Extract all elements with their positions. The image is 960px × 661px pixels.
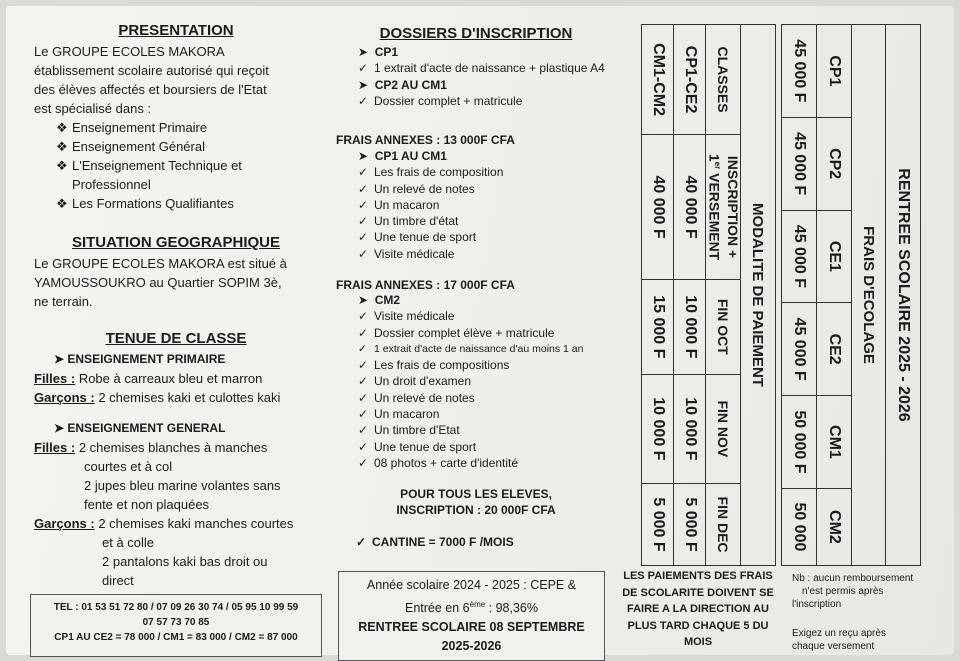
list-item: ✓ 1 extrait d'acte de naissance + plastique A4 bbox=[358, 61, 605, 76]
frais2-title: FRAIS ANNEXES : 17 000F CFA bbox=[336, 278, 515, 292]
list-item: ❖ L'Enseignement Technique et bbox=[56, 158, 242, 173]
tenue-line: Filles : 2 chemises blanches à manches bbox=[34, 440, 268, 455]
check-icon: ✓ bbox=[358, 325, 369, 340]
note-line: Exigez un reçu après bbox=[792, 628, 886, 639]
amount-cm2: 50 000 bbox=[782, 488, 817, 565]
list-item: ✓ Un timbre d'Etat bbox=[358, 423, 460, 438]
row-oct: 10 000 F bbox=[674, 280, 706, 375]
dossier-level: ➤ CM2 bbox=[358, 293, 401, 307]
presentation-line: établissement scolaire autorisé qui reçoit bbox=[34, 63, 269, 78]
list-item: ✓ Dossier complet + matricule bbox=[358, 93, 523, 108]
ecolage-table-wrap bbox=[781, 24, 921, 566]
note-line: PLUS TARD CHAQUE 5 DU bbox=[627, 619, 769, 632]
annee-box bbox=[338, 571, 605, 661]
cantine: ✓ CANTINE = 7000 F /MOIS bbox=[356, 535, 514, 549]
dossier-level: ➤ CP1 AU CM1 bbox=[358, 149, 447, 163]
annee-line: Année scolaire 2024 - 2025 : CEPE & bbox=[366, 578, 577, 592]
presentation-text bbox=[34, 42, 334, 213]
list-item: ✓ Un droit d'examen bbox=[358, 374, 472, 389]
class-cp2: CP2 bbox=[817, 117, 852, 210]
row-nov: 10 000 F bbox=[642, 374, 674, 483]
check-icon: ✓ bbox=[356, 535, 367, 549]
check-icon: ✓ bbox=[358, 342, 367, 355]
note-line: n'est permis après bbox=[802, 586, 884, 597]
contact-box bbox=[30, 594, 322, 657]
frais1-list bbox=[358, 148, 618, 262]
row-dec: 5 000 F bbox=[642, 484, 674, 566]
check-icon: ✓ bbox=[358, 165, 369, 180]
row-nov: 10 000 F bbox=[674, 374, 706, 483]
amount-ce1: 45 000 F bbox=[782, 210, 817, 303]
tenue-line: direct bbox=[102, 573, 134, 588]
annee-line: 2025-2026 bbox=[441, 639, 502, 654]
diamond-bullet-icon: ❖ bbox=[56, 120, 68, 135]
tenue-primaire: ➤ ENSEIGNEMENT PRIMAIRE bbox=[54, 352, 226, 366]
table-row bbox=[642, 25, 674, 566]
note-line: DE SCOLARITE DOIVENT SE bbox=[622, 586, 774, 599]
class-ce1: CE1 bbox=[817, 210, 852, 303]
header-inscription: INSCRIPTION + 1er VERSEMENT bbox=[706, 135, 741, 280]
note-line: LES PAIEMENTS DES FRAIS bbox=[623, 570, 773, 582]
tenue-line: Filles : Robe à carreaux bleu et marron bbox=[34, 371, 263, 386]
annee-line: RENTREE SCOLAIRE 08 SEPTEMBRE bbox=[358, 620, 585, 635]
tenue-line: courtes et à col bbox=[84, 459, 173, 474]
contact-prices: CP1 AU CE2 = 78 000 / CM1 = 83 000 / CM2 = 87 000 bbox=[54, 632, 298, 643]
frais1-title: FRAIS ANNEXES : 13 000F CFA bbox=[336, 133, 515, 147]
row-dec: 5 000 F bbox=[674, 484, 706, 566]
tenue-title: TENUE DE CLASSE bbox=[105, 330, 247, 347]
inscription-all bbox=[346, 486, 606, 519]
header-classes: CLASSES bbox=[706, 25, 741, 135]
dossiers-title: DOSSIERS D'INSCRIPTION bbox=[379, 25, 573, 42]
geo-line: YAMOUSSOUKRO au Quartier SOPIM 3è, bbox=[34, 275, 282, 290]
check-icon: ✓ bbox=[358, 214, 369, 229]
list-item: ✓ Les frais de compositions bbox=[358, 358, 510, 373]
list-item: ✓ Un macaron bbox=[358, 407, 440, 422]
check-icon: ✓ bbox=[358, 181, 369, 196]
amount-cp2: 45 000 F bbox=[782, 117, 817, 210]
presentation-title: PRESENTATION bbox=[118, 22, 234, 39]
nb-note bbox=[792, 572, 932, 653]
presentation-line: est spécialisé dans : bbox=[34, 101, 152, 116]
list-item: ❖ Enseignement Général bbox=[56, 139, 205, 154]
check-icon: ✓ bbox=[358, 61, 369, 76]
row-oct: 15 000 F bbox=[642, 280, 674, 375]
amount-cp1: 45 000 F bbox=[782, 25, 817, 118]
check-icon: ✓ bbox=[358, 93, 369, 108]
amount-cm1: 50 000 F bbox=[782, 396, 817, 489]
tenue-line: Garçons : 2 chemises kaki et culottes kaki bbox=[34, 390, 281, 405]
list-item: ✓ Un macaron bbox=[358, 197, 440, 212]
modalite-title: MODALITE DE PAIEMENT bbox=[741, 25, 776, 566]
table-row bbox=[782, 25, 817, 566]
row-ins: 40 000 F bbox=[642, 135, 674, 280]
check-icon: ✓ bbox=[358, 455, 369, 470]
tenue-line: fente et non plaquées bbox=[84, 497, 210, 512]
check-icon: ✓ bbox=[358, 390, 369, 405]
contact-phones: TEL : 01 53 51 72 80 / 07 09 26 30 74 / 05 95 10 99 59 bbox=[53, 602, 299, 613]
table-row bbox=[817, 25, 852, 566]
geo-line: Le GROUPE ECOLES MAKORA est situé à bbox=[34, 256, 287, 271]
diamond-bullet-icon: ❖ bbox=[56, 139, 68, 154]
note-line: MOIS bbox=[683, 636, 713, 648]
list-item: Professionnel bbox=[72, 177, 151, 192]
ecolage-table bbox=[781, 24, 921, 566]
tenue-line: 2 jupes bleu marine volantes sans bbox=[84, 478, 281, 493]
arrow-icon: ➤ bbox=[358, 77, 375, 92]
inscription-line: POUR TOUS LES ELEVES, bbox=[400, 487, 552, 501]
check-icon: ✓ bbox=[358, 197, 369, 212]
amount-ce2: 45 000 F bbox=[782, 303, 817, 396]
arrow-icon: ➤ bbox=[358, 45, 375, 59]
dossier-level: ➤ CP2 AU CM1 bbox=[358, 77, 447, 92]
contact-phones: 07 57 73 70 85 bbox=[142, 617, 210, 628]
list-item: ✓ Dossier complet élève + matricule bbox=[358, 325, 555, 340]
list-item: ✓ Un relevé de notes bbox=[358, 181, 475, 196]
list-item: ✓ Visite médicale bbox=[358, 309, 455, 324]
paiement-note bbox=[618, 568, 778, 651]
header-fin-oct: FIN OCT bbox=[706, 280, 741, 375]
row-classe: CM1-CM2 bbox=[642, 25, 674, 135]
class-ce2: CE2 bbox=[817, 303, 852, 396]
row-classe: CP1-CE2 bbox=[674, 25, 706, 135]
row-ins: 40 000 F bbox=[674, 135, 706, 280]
class-cp1: CP1 bbox=[817, 25, 852, 118]
list-item: ✓ 1 extrait d'acte de naissance d'au moins 1 an bbox=[358, 341, 628, 357]
check-icon: ✓ bbox=[358, 309, 369, 324]
check-icon: ✓ bbox=[358, 246, 369, 261]
ecolage-title: RENTREE SCOLAIRE 2025 - 2026 bbox=[886, 25, 921, 566]
header-fin-dec: FIN DEC bbox=[706, 484, 741, 566]
table-row bbox=[674, 25, 706, 566]
modalite-table-wrap bbox=[641, 24, 776, 566]
note-line: l'inscription bbox=[792, 599, 842, 610]
list-item: ✓ Un timbre d'état bbox=[358, 214, 459, 229]
check-icon: ✓ bbox=[358, 423, 369, 438]
note-line: chaque versement bbox=[792, 641, 875, 652]
geo-text bbox=[34, 254, 334, 311]
check-icon: ✓ bbox=[358, 230, 369, 245]
presentation-list bbox=[34, 118, 334, 213]
tenue-text bbox=[34, 350, 334, 590]
arrow-icon: ➤ bbox=[358, 293, 375, 307]
list-item: ✓ Visite médicale bbox=[358, 246, 455, 261]
list-item: ✓ Les frais de composition bbox=[358, 165, 504, 180]
list-item: ✓ 08 photos + carte d'identité bbox=[358, 455, 519, 470]
inscription-line: INSCRIPTION : 20 000F CFA bbox=[396, 503, 556, 518]
geo-line: ne terrain. bbox=[34, 294, 93, 309]
presentation-line: des élèves affectés et boursiers de l'Etat bbox=[34, 82, 267, 97]
tenue-line: 2 pantalons kaki bas droit ou bbox=[102, 554, 268, 569]
list-item: ❖ Enseignement Primaire bbox=[56, 120, 208, 135]
note-line: Nb : aucun remboursement bbox=[792, 573, 914, 584]
list-item: ❖ Les Formations Qualifiantes bbox=[56, 196, 234, 211]
diamond-bullet-icon: ❖ bbox=[56, 196, 68, 211]
list-item: ✓ Une tenue de sport bbox=[358, 439, 477, 454]
check-icon: ✓ bbox=[358, 439, 369, 454]
header-fin-nov: FIN NOV bbox=[706, 374, 741, 483]
class-cm2: CM2 bbox=[817, 488, 852, 565]
tenue-line: et à colle bbox=[102, 535, 155, 550]
class-cm1: CM1 bbox=[817, 396, 852, 489]
arrow-icon: ➤ bbox=[54, 352, 68, 366]
note-line: FAIRE A LA DIRECTION AU bbox=[627, 603, 769, 615]
tenue-line: Garçons : 2 chemises kaki manches courtes bbox=[34, 516, 294, 531]
diamond-bullet-icon: ❖ bbox=[56, 158, 68, 173]
check-icon: ✓ bbox=[358, 407, 369, 422]
frais2-list bbox=[358, 292, 628, 471]
list-item: ✓ Un relevé de notes bbox=[358, 390, 475, 405]
list-item: ✓ Une tenue de sport bbox=[358, 230, 477, 245]
annee-line: Entrée en 6ème : 98,36% bbox=[404, 600, 539, 616]
geo-title: SITUATION GEOGRAPHIQUE bbox=[71, 234, 281, 251]
modalite-table bbox=[641, 24, 776, 566]
tenue-general: ➤ ENSEIGNEMENT GENERAL bbox=[54, 421, 226, 435]
check-icon: ✓ bbox=[358, 374, 369, 389]
arrow-icon: ➤ bbox=[358, 149, 375, 163]
dossiers-list bbox=[358, 44, 618, 109]
flyer-sheet bbox=[6, 6, 954, 655]
dossier-level: ➤ CP1 bbox=[358, 45, 399, 59]
arrow-icon: ➤ bbox=[54, 421, 68, 435]
presentation-line: Le GROUPE ECOLES MAKORA bbox=[34, 44, 225, 59]
check-icon: ✓ bbox=[358, 358, 369, 373]
ecolage-subtitle: FRAIS D'ECOLAGE bbox=[852, 25, 886, 566]
